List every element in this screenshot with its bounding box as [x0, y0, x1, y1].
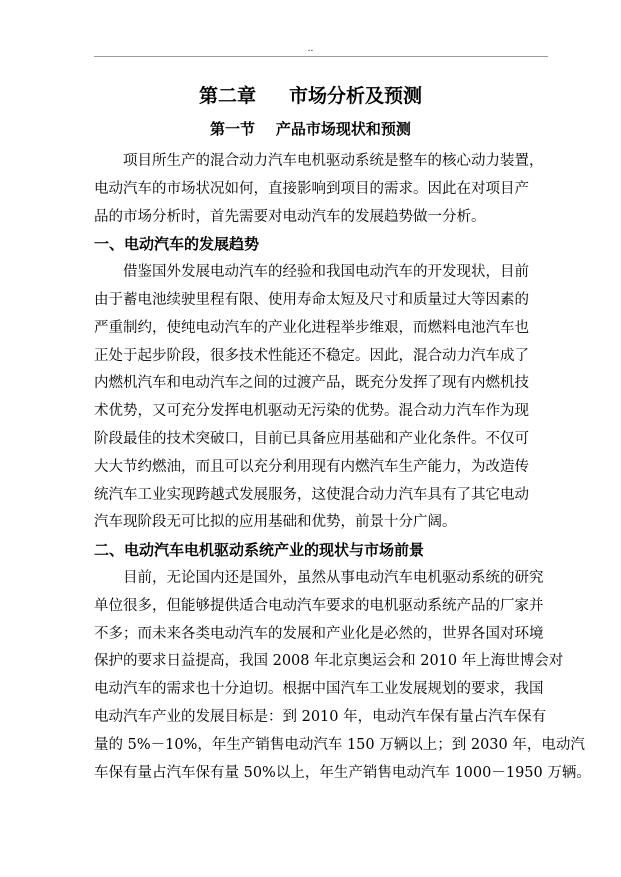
para2-line: 保护的要求日益提高，我国 2008 年北京奥运会和 2010 年上海世博会对: [94, 653, 564, 670]
intro-line: 品的市场分析时，首先需要对电动汽车的发展趋势做一分析。: [94, 208, 486, 225]
para1-line: 术优势，又可充分发挥电机驱动无污染的优势。混合动力汽车作为现: [94, 403, 529, 420]
header-rule: [94, 56, 548, 57]
intro-line: 项目所生产的混合动力汽车电机驱动系统是整车的核心动力装置，: [123, 153, 544, 169]
para2-line: 不多；而未来各类电动汽车的发展和产业化是必然的，世界各国对环境: [94, 625, 544, 642]
para2-line: 车保有量占汽车保有量 50%以上，年生产销售电动汽车 1000－1950 万辆。: [94, 764, 591, 781]
para2-line: 量的 5%－10%，年生产销售电动汽车 150 万辆以上；到 2030 年，电动汽: [94, 736, 585, 753]
para1-line: 借鉴国外发展电动汽车的经验和我国电动汽车的开发现状，目前: [123, 264, 529, 281]
section-title: 第一节 产品市场现状和预测: [210, 120, 411, 138]
para1-line: 正处于起步阶段，很多技术性能还不稳定。因此，混合动力汽车成了: [94, 347, 529, 364]
para1-line: 内燃机汽车和电动汽车之间的过渡产品，既充分发挥了现有内燃机技: [94, 375, 529, 392]
para1-line: 阶段最佳的技术突破口，目前已具备应用基础和产业化条件。不仅可: [94, 430, 529, 447]
header-mark: ..: [307, 44, 314, 54]
para1-line: 严重制约，使纯电动汽车的产业化进程举步维艰，而燃料电池汽车也: [94, 319, 529, 336]
chapter-title: 第二章 市场分析及预测: [198, 85, 423, 107]
document-body: [94, 148, 591, 787]
para2-line: 目前，无论国内还是国外，虽然从事电动汽车电机驱动系统的研究: [123, 569, 544, 586]
para2-line: 电动汽车的需求也十分迫切。根据中国汽车工业发展规划的要求，我国: [94, 681, 544, 698]
heading-2: 二、电动汽车电机驱动系统产业的现状与市场前景: [94, 541, 425, 560]
para1-line: 由于蓄电池续驶里程有限、使用寿命太短及尺寸和质量过大等因素的: [94, 291, 529, 308]
para1-line: 大大节约燃油，而且可以充分利用现有内燃汽车生产能力，为改造传: [94, 458, 529, 475]
para2-line: 电动汽车产业的发展目标是：到 2010 年，电动汽车保有量占汽车保有: [94, 708, 547, 725]
heading-1: 一、电动汽车的发展趋势: [94, 235, 260, 254]
intro-line: 电动汽车的市场状况如何，直接影响到项目的需求。因此在对项目产: [94, 180, 529, 197]
para2-line: 单位很多，但能够提供适合电动汽车要求的电机驱动系统产品的厂家并: [94, 597, 544, 614]
para1-line: 汽车现阶段无可比拟的应用基础和优势，前景十分广阔。: [94, 514, 457, 531]
para1-line: 统汽车工业实现跨越式发展服务，这使混合动力汽车具有了其它电动: [94, 486, 529, 503]
